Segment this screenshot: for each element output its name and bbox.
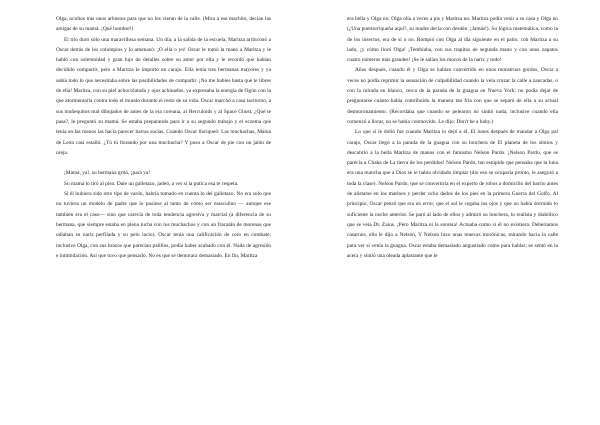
paragraph: Años después, cuando él y Olga se habían convertido en unos monstruos gordos, Oscar a veces no podía reprimir la sensación de culpabilidad cuando la veía cruzar la calle a zancadas, o con la mirada en blanco, cerca de la parada de la guagua en Nueva York; no podía dejar de preguntarse cuánto había contribuido la manera tan fría con que se separó de ella a su actual desmoronamiento. (Recordaba que cuando se pelearon no sintió nada; inclusive cuando ella comenzó a llorar, no se había conmovido. Le dijo: Don't be a baby.)	[347, 67, 558, 125]
paragraph: ¡Mamá, ya!, su hermana gritó, ¡para ya!	[64, 170, 151, 177]
right-page	[347, 0, 558, 425]
right-page-text	[347, 0, 558, 261]
left-page-text	[56, 0, 271, 261]
left-page	[56, 0, 271, 425]
paragraph: Su mamá lo tiró al piso. Dale un galletazo, jadeó, a ver si la putica esa te respeta.	[64, 180, 239, 187]
paragraph: Lo que sí le dolió fue cuando Maritza lo dejó a él. El lunes después de mandar a Olga pal carajo, Oscar llegó a la parada de la guagua con su lonchera de El planeta de los simios y descubrió a la bella Maritza de manos con el fatuismo Nelson Pardo. ¡Nelson Pardo, que se parecía a Chaka de La tierra de los perdidos! Nelson Pardo, tan estúpido que pensaba que la luna era una mancha que a Dios se le había olvidado limpiar (dio eso se ocuparía pronto, le aseguró a toda la clase). Nelson Pardo, que se convertiría en el experto de robos a domicilio del barrio antes de alistarse en los marines y perder ocho dedos de los pies en la primera Guerra del Golfo. Al principio, Oscar pensó que era un error, que el sol le cegaba los ojos y que no había dormido lo suficiente la noche anterior. Se paró al lado de ellos y admiró su lonchera, lo realista y diabólico que se veía Dr. Zaius. ¡Pero Maritza ni la sonreía! Actuaba como si él no existiera. Deberíamos casarnos, ella le dijo a Nelson, Y Nelson hizo unas muecas morónicas, mirando hacia la calle para ver si venía la guagua. Oscar estaba demasiado angustiado como para hablar; se sentó en la acera y sintió una oleada aplastante que le	[347, 129, 558, 259]
paragraph: El trío duró sólo una maravillosa semana. Un día, a la salida de la escuela, Maritza arrinconó a Oscar detrás de los columpios y lo amenazó: ¡O ella o yo! Oscar le tomó la mano a Maritza y le habló con solemnidad y gran lujo de detalles sobre su amor por ella y le recordó que habían decidido compartir, pero a Maritza le importó un carajo. Ella tenía tres hermanas mayores y ya sabía todo lo que necesitaba sobre las posibilidades de compartir. ¡No me hables hasta que te libres de ella! Maritza, con su piel achocolatada y ojos achinados, ya expresaba la energía de Ogún con la que atormentaría contra todo el mundo durante el resto de su vida. Oscar marchó a casa taciturno, a sus muñequitos mal dibujados de antes de la era coreana, al Herculoids y al Space Ghost. ¿Qué te pasa?, le preguntó su mamá. Se estaba preparando para ir a su segundo trabajo y el eczema que tenía en las manos las hacía parecer barras sucias. Cuando Oscar lloriqueó: Las muchachas, Mamá de León casi estalló. ¿Tú tú llorando por una muchacha? Y puso a Oscar de pie con un jalón de oreja.	[56, 36, 271, 156]
paragraph: Si él hubiera sido otro tipo de varón, habría tomado en cuenta lo del galletazo. No era solo que no tuviera un modelo de padre que lo pusiese al tanto de cómo ser masculino — aunque ese también era el caso— sino que carecía de toda tendencia agresiva y marcial (a diferencia de su hermana, que siempre estaba en plena lucha con los muchachos y con un fracatán de morenas que odiaban su nariz perfilada y su pelo lacio). Oscar tenía una calificación de cero en combate; inclusive Olga, con sus brazos que parecían palillos, podía haber acabado con él. Nada de agresión e intimidación. Así que tuvo que pensarlo. No es que se demorara demasiado. En fin, Maritza	[56, 191, 271, 259]
paragraph: era bella y Olga no; Olga olía a veces a pis y Maritza no. Maritza podía venir a su casa y Olga no (¿Una puertorriqueña aquí?, su madre decía con desdén. ¡Jamás!). Su lógica matemática, como la de los insectos, era de sí o no. Rompió con Olga al día siguiente en el patio, con Maritza a su lado, ¡y cómo lloró Olga! ¡Temblaba, con sus trapitos de segunda mano y con unos zapatos cuatro números más grandes! ¡Se le salían los mocos de la nariz y todo!	[347, 16, 558, 64]
paragraph: Olga, ocultos tras unos arbustos para que no los vieran de la calle. (Mira a ese machito, decían las amigas de su mamá. ¡Qué hombre!)	[56, 16, 271, 33]
